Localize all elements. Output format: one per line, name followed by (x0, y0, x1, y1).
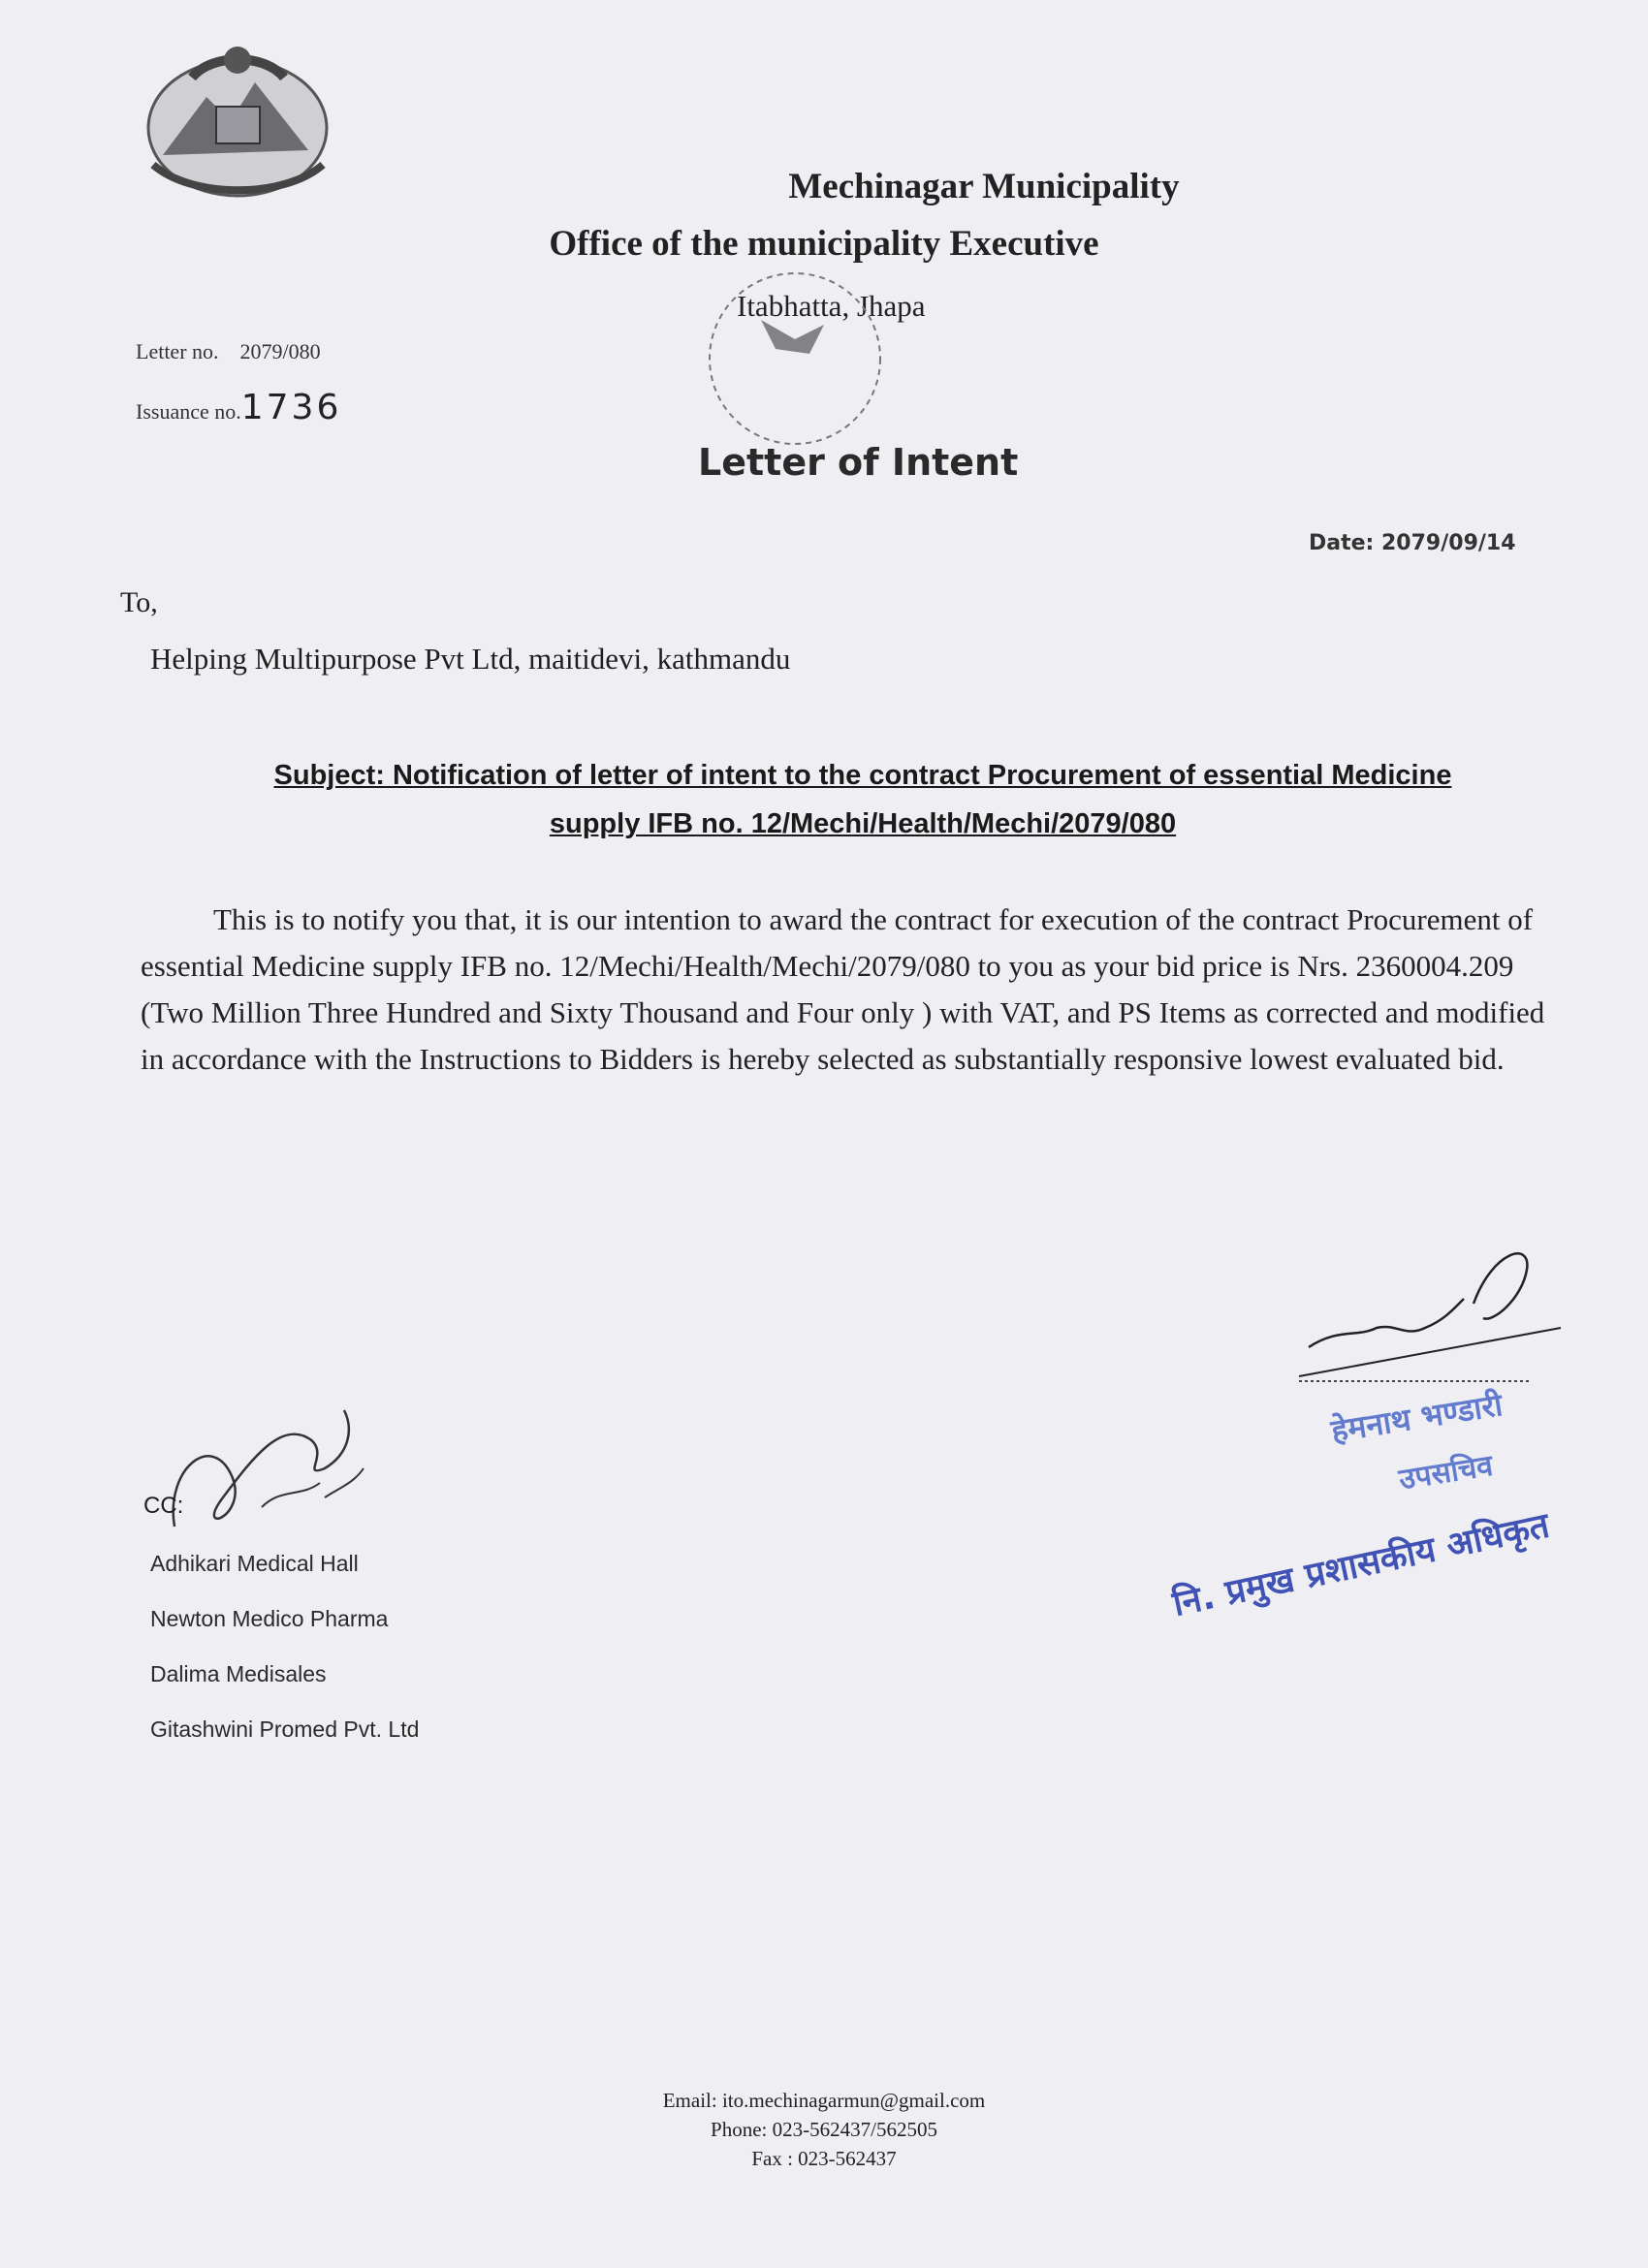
issuance-number-value: 1736 (240, 388, 342, 427)
letter-date: Date: 2079/09/14 (1309, 531, 1516, 555)
letter-number-label: Letter no. (136, 339, 219, 363)
cc-recipient: Adhikari Medical Hall (150, 1551, 359, 1576)
footer-fax: Fax : 023-562437 (751, 2147, 897, 2170)
office-seal-stamp (679, 262, 911, 456)
officer-post-stamp: नि. प्रमुख प्रशासकीय अधिकृत (1169, 1505, 1553, 1624)
cc-recipient: Newton Medico Pharma (150, 1606, 389, 1631)
office-name: Office of the municipality Executive (549, 224, 1099, 264)
letter-number-value: 2079/080 (239, 339, 321, 363)
cc-recipient-list (150, 1551, 419, 1772)
subject-line (165, 751, 1561, 848)
issuance-number (136, 388, 341, 427)
subject-line-2: supply IFB no. 12/Mechi/Health/Mechi/2079/080 (549, 808, 1177, 839)
salutation-to: To, (120, 586, 158, 618)
officer-handwritten-signature (1289, 1231, 1570, 1415)
cc-recipient: Gitashwini Promed Pvt. Ltd (150, 1717, 420, 1742)
issuance-number-label: Issuance no. (136, 399, 241, 424)
subject-line-1: Subject: Notification of letter of intent to the contract Procurement of essential Medicine (273, 760, 1452, 791)
office-address: Itabhatta, Jhapa (737, 289, 926, 323)
officer-name-stamp: हेमनाथ भण्डारी (1328, 1386, 1505, 1450)
footer-phone: Phone: 023-562437/562505 (711, 2118, 937, 2141)
cc-label: CC: (143, 1493, 184, 1519)
document-title: Letter of Intent (698, 441, 1019, 484)
letter-body: This is to notify you that, it is our intention to award the contract for execution of the contract Procurement of essential Medicine supply IFB no. 12/Mechi/Health/Mechi/2079/080 to you as your bid price is Nrs. 2360004.209 (Two Million Three Hundred and Sixty Thousand and Four only ) with VAT, and PS Items as corrected and modified in accordance with the Instructions to Bidders is hereby selected as substantially responsive lowest evaluated bid. (141, 902, 1545, 1076)
municipality-name: Mechinagar Municipality (788, 167, 1180, 206)
officer-designation-stamp: उपसचिव (1396, 1448, 1496, 1497)
letter-number (136, 339, 321, 364)
addressee: Helping Multipurpose Pvt Ltd, maitidevi, kathmandu (150, 642, 791, 676)
cc-recipient: Dalima Medisales (150, 1661, 327, 1686)
footer-email: Email: ito.mechinagarmun@gmail.com (662, 2089, 986, 2112)
cc-handwritten-signature (155, 1352, 388, 1556)
